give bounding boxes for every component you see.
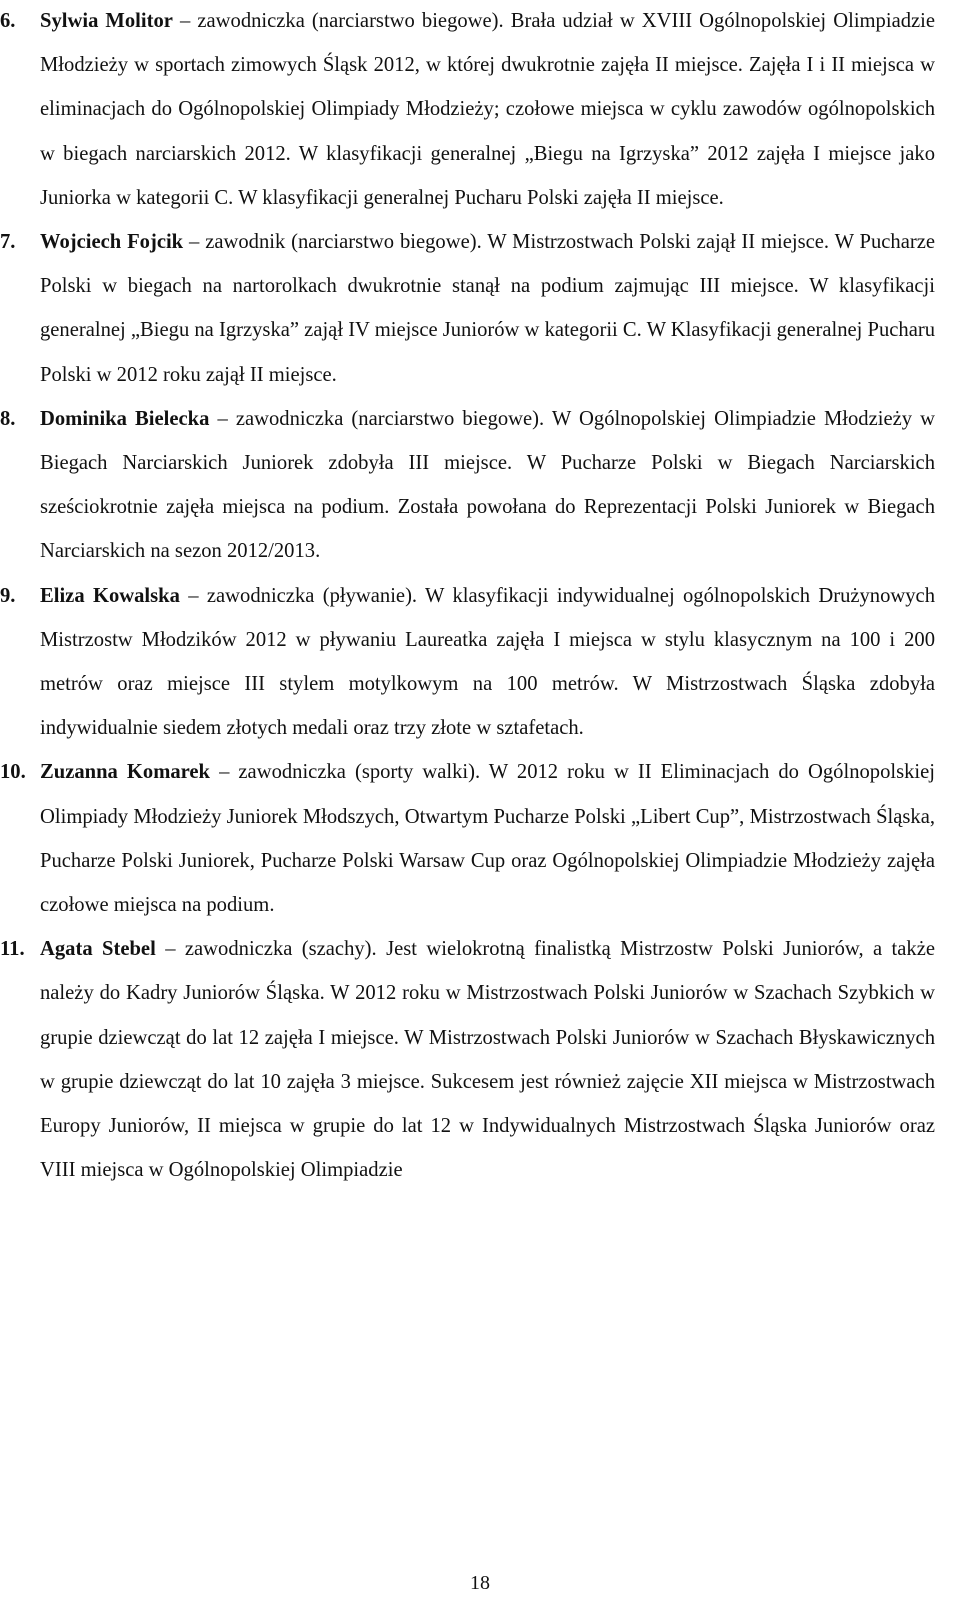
entry-number: 9. <box>0 584 16 607</box>
entry-description: – zawodnik (narciarstwo biegowe). W Mistrzostwach Polski zajął II miejsce. W Pucharze Polski w biegach na nartorolkach dwukrotnie stanął na podium zajmując III miejsce. W klasyfikacji generalnej „Biegu na Igrzyska” zajął IV miejsce Juniorów w kategorii C. W Klasyfikacji generalnej Pucharu Polski w 2012 roku zajął II miejsce. <box>40 231 935 386</box>
page-number: 18 <box>470 1572 490 1594</box>
list-item <box>0 220 960 397</box>
entry-description: – zawodniczka (pływanie). W klasyfikacji indywidualnej ogólnopolskich Drużynowych Mistrzostw Młodzików 2012 w pływaniu Laureatka zajęła I miejsca w stylu klasycznym na 100 i 200 metrów oraz miejsce III stylem motylkowym na 100 metrów. W Mistrzostwach Śląska zdobyła indywidualnie siedem złotych medali oraz trzy złote w sztafetach. <box>40 584 935 740</box>
athlete-name: Zuzanna Komarek <box>40 761 211 784</box>
athlete-name: Wojciech Fojcik <box>40 231 184 254</box>
athlete-name: Sylwia Molitor <box>40 10 173 32</box>
entry-number: 6. <box>0 10 16 32</box>
list-item <box>0 397 960 574</box>
entry-number: 11. <box>0 938 25 961</box>
entry-number: 7. <box>0 231 16 254</box>
entry-description: – zawodniczka (narciarstwo biegowe). W Ogólnopolskiej Olimpiadzie Młodzieży w Biegach Narciarskich Juniorek zdobyła III miejsce. W Pucharze Polski w Biegach Narciarskich sześciokrotnie zajęła miejsca na podium. Została powołana do Reprezentacji Polski Juniorek w Biegach Narciarskich na sezon 2012/2013. <box>40 407 935 563</box>
entry-number: 8. <box>0 407 16 430</box>
athlete-name: Eliza Kowalska <box>40 584 180 607</box>
entry-description: – zawodniczka (sporty walki). W 2012 roku w II Eliminacjach do Ogólnopolskiej Olimpiady Młodzieży Juniorek Młodszych, Otwartym Pucharze Polski „Libert Cup”, Mistrzostwach Śląska, Pucharze Polski Juniorek, Pucharze Polski Warsaw Cup oraz Ogólnopolskiej Olimpiadzie Młodzieży zajęła czołowe miejsca na podium. <box>40 761 935 917</box>
list-item <box>0 750 960 927</box>
list-item <box>0 0 960 220</box>
athlete-name: Dominika Bielecka <box>40 407 210 430</box>
entry-number: 10. <box>0 761 26 784</box>
entry-description: – zawodniczka (szachy). Jest wielokrotną finalistką Mistrzostw Polski Juniorów, a także należy do Kadry Juniorów Śląska. W 2012 roku w Mistrzostwach Polski Juniorów w Szachach Szybkich w grupie dziewcząt do lat 12 zajęła I miejsce. W Mistrzostwach Polski Juniorów w Szachach Błyskawicznych w grupie dziewcząt do lat 10 zajęła 3 miejsce. Sukcesem jest również zajęcie XII miejsca w Mistrzostwach Europy Juniorów, II miejsca w grupie do lat 12 w Indywidualnych Mistrzostwach Śląska Juniorów oraz VIII miejsca w Ogólnopolskiej Olimpiadzie <box>40 938 935 1182</box>
list-item <box>0 574 960 751</box>
athlete-name: Agata Stebel <box>40 938 156 961</box>
entry-description: – zawodniczka (narciarstwo biegowe). Brała udział w XVIII Ogólnopolskiej Olimpiadzie Młodzieży w sportach zimowych Śląsk 2012, w której dwukrotnie zajęła II miejsce. Zajęła I i II miejsca w eliminacjach do Ogólnopolskiej Olimpiady Młodzieży; czołowe miejsca w cyklu zawodów ogólnopolskich w biegach narciarskich 2012. W klasyfikacji generalnej „Biegu na Igrzyska” 2012 zajęła I miejsce jako Juniorka w kategorii C. W klasyfikacji generalnej Pucharu Polski zajęła II miejsce. <box>40 10 936 209</box>
list-item <box>0 927 960 1192</box>
